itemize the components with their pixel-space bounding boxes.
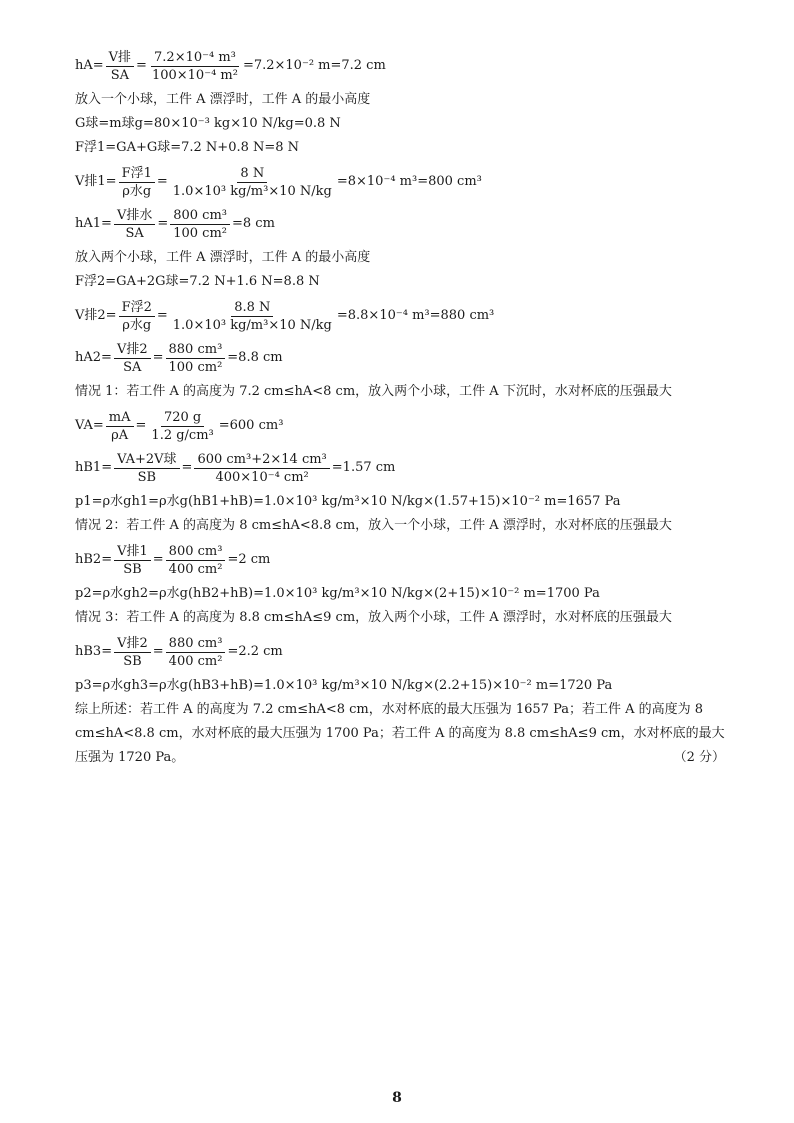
formula-text: V排1= xyxy=(75,174,117,189)
formula-text: = xyxy=(152,644,164,659)
formula-text: VA= xyxy=(75,418,104,433)
conclusion-body: 综上所述：若工件 A 的高度为 7.2 cm≤hA<8 cm，水对杯底的最大压强为 1657 Pa；若工件 A 的高度为 8 cm≤hA<8.8 cm，水对杯底的最大压强为 1700 Pa；若工件 A 的高度为 8.8 cm≤hA≤9 cm，水对杯底的最大压强为 1720 Pa。 xyxy=(75,702,725,765)
page-number: 8 xyxy=(392,1090,402,1106)
numerator: V排水 xyxy=(114,208,155,225)
formula-text: hB1= xyxy=(75,460,113,475)
fraction xyxy=(194,452,329,485)
numerator: 8 N xyxy=(237,166,267,183)
formula-text: =7.2×10⁻² m=7.2 cm xyxy=(242,58,386,73)
formula-text: hA= xyxy=(75,58,104,73)
numerator: 7.2×10⁻⁴ m³ xyxy=(151,50,239,67)
denominator: 400 cm² xyxy=(168,561,223,577)
formula-line xyxy=(75,204,725,244)
numerator: 8.8 N xyxy=(231,300,273,317)
numerator: mA xyxy=(106,410,134,427)
fraction xyxy=(114,544,151,577)
conclusion-text xyxy=(75,698,725,770)
case-3-text: 情况 3：若工件 A 的高度为 8.8 cm≤hA≤9 cm，放入两个小球，工件 A 漂浮时，水对杯底的压强最大 xyxy=(75,610,672,625)
numerator: V排 xyxy=(106,50,134,67)
formula-text: hB3= xyxy=(75,644,113,659)
formula-text: =2.2 cm xyxy=(227,644,283,659)
fraction xyxy=(114,636,151,669)
formula-line xyxy=(75,46,725,86)
fraction xyxy=(106,50,134,83)
formula-line: G球=m球g=80×10⁻³ kg×10 N/kg=0.8 N xyxy=(75,116,341,131)
numerator: F浮2 xyxy=(119,300,155,317)
formula-text: =2 cm xyxy=(227,552,271,567)
formula-line: F浮2=GA+2G球=7.2 N+1.6 N=8.8 N xyxy=(75,274,320,289)
fraction xyxy=(119,166,155,199)
formula-text: hA1= xyxy=(75,216,112,231)
fraction xyxy=(170,208,230,241)
denominator: 100 cm² xyxy=(168,359,223,375)
formula-line xyxy=(75,540,725,580)
solution-content xyxy=(75,44,725,770)
denominator: 100×10⁻⁴ m² xyxy=(151,67,238,83)
formula-text: hB2= xyxy=(75,552,113,567)
fraction xyxy=(119,300,155,333)
denominator: 1.0×10³ kg/m³×10 N/kg xyxy=(172,317,332,333)
formula-line xyxy=(75,448,725,488)
formula-text: =8.8×10⁻⁴ m³=880 cm³ xyxy=(336,308,495,323)
formula-text: =1.57 cm xyxy=(331,460,396,475)
numerator: V排1 xyxy=(114,544,151,561)
denominator: SA xyxy=(125,225,144,241)
denominator: SA xyxy=(110,67,129,83)
denominator: SB xyxy=(123,653,142,669)
denominator: ρA xyxy=(111,427,129,443)
numerator: 880 cm³ xyxy=(166,342,226,359)
numerator: 880 cm³ xyxy=(166,636,226,653)
denominator: SA xyxy=(123,359,142,375)
numerator: 800 cm³ xyxy=(166,544,226,561)
fraction xyxy=(170,300,335,333)
formula-text: = xyxy=(152,350,164,365)
formula-text: = xyxy=(157,216,169,231)
fraction xyxy=(166,544,226,577)
formula-line xyxy=(75,162,725,202)
text-line: 放入两个小球，工件 A 漂浮时，工件 A 的最小高度 xyxy=(75,250,371,265)
formula-line xyxy=(75,406,725,446)
fraction xyxy=(166,636,226,669)
formula-text: =8 cm xyxy=(232,216,275,231)
numerator: V排2 xyxy=(114,636,151,653)
denominator: 1.0×10³ kg/m³×10 N/kg xyxy=(172,183,332,199)
formula-line: p3=ρ水gh3=ρ水g(hB3+hB)=1.0×10³ kg/m³×10 N/kg×(2.2+15)×10⁻² m=1720 Pa xyxy=(75,678,613,693)
formula-text: = xyxy=(152,552,164,567)
fraction xyxy=(166,342,226,375)
numerator: 800 cm³ xyxy=(170,208,230,225)
formula-text: = xyxy=(156,174,168,189)
numerator: VA+2V球 xyxy=(114,452,179,469)
case-2-text: 情况 2：若工件 A 的高度为 8 cm≤hA<8.8 cm，放入一个小球，工件 A 漂浮时，水对杯底的压强最大 xyxy=(75,518,672,533)
formula-text: = xyxy=(136,58,147,73)
fraction xyxy=(114,342,151,375)
numerator: 720 g xyxy=(161,410,204,427)
denominator: SB xyxy=(123,561,142,577)
formula-text: = xyxy=(156,308,168,323)
denominator: 100 cm² xyxy=(173,225,227,241)
numerator: F浮1 xyxy=(119,166,155,183)
formula-text: = xyxy=(135,418,147,433)
fraction xyxy=(114,452,179,485)
text-line: 放入一个小球，工件 A 漂浮时，工件 A 的最小高度 xyxy=(75,92,371,107)
fraction xyxy=(149,50,241,83)
score-label: （2 分） xyxy=(673,750,725,765)
formula-line: F浮1=GA+G球=7.2 N+0.8 N=8 N xyxy=(75,140,300,155)
formula-text: hA2= xyxy=(75,350,112,365)
formula-text: V排2= xyxy=(75,308,117,323)
fraction xyxy=(170,166,335,199)
fraction xyxy=(114,208,155,241)
formula-text: =600 cm³ xyxy=(218,418,284,433)
formula-line xyxy=(75,296,725,336)
formula-line xyxy=(75,338,725,378)
formula-line: p2=ρ水gh2=ρ水g(hB2+hB)=1.0×10³ kg/m³×10 N/kg×(2+15)×10⁻² m=1700 Pa xyxy=(75,586,600,601)
formula-text: =8×10⁻⁴ m³=800 cm³ xyxy=(336,174,482,189)
fraction xyxy=(148,410,216,443)
fraction xyxy=(106,410,134,443)
formula-text: = xyxy=(181,460,193,475)
formula-text: =8.8 cm xyxy=(227,350,283,365)
formula-line: p1=ρ水gh1=ρ水g(hB1+hB)=1.0×10³ kg/m³×10 N/kg×(1.57+15)×10⁻² m=1657 Pa xyxy=(75,494,621,509)
case-1-text: 情况 1：若工件 A 的高度为 7.2 cm≤hA<8 cm，放入两个小球，工件 A 下沉时，水对杯底的压强最大 xyxy=(75,384,672,399)
denominator: 400 cm² xyxy=(168,653,223,669)
denominator: SB xyxy=(137,469,157,485)
numerator: V排2 xyxy=(114,342,151,359)
denominator: ρ水g xyxy=(122,317,152,333)
denominator: ρ水g xyxy=(122,183,152,199)
denominator: 1.2 g/cm³ xyxy=(151,427,214,443)
denominator: 400×10⁻⁴ cm² xyxy=(215,469,309,485)
numerator: 600 cm³+2×14 cm³ xyxy=(194,452,329,469)
formula-line xyxy=(75,632,725,672)
